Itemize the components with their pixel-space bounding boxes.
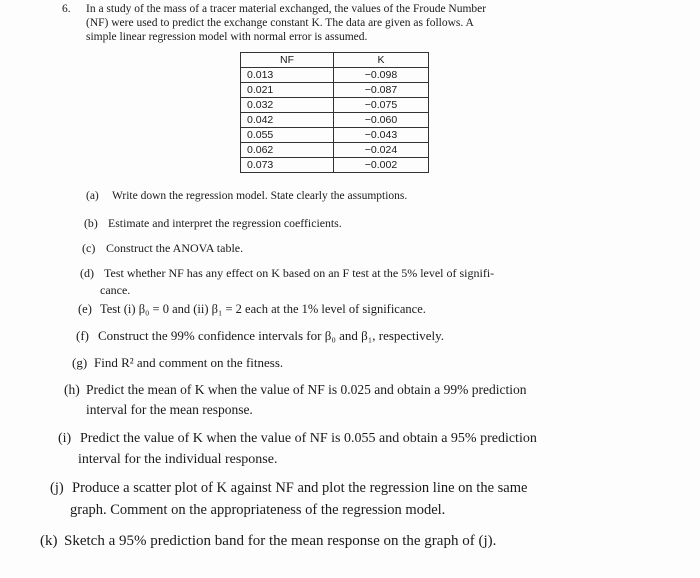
question-text: Predict the value of K when the value of NF is 0.055 and obtain a 95% prediction (80, 431, 537, 446)
question-text: Construct the ANOVA table. (106, 241, 244, 255)
table-row (241, 83, 429, 98)
intro-line: In a study of the mass of a tracer material exchanged, the values of the Froude Number (86, 3, 487, 15)
question-label: (h) (64, 382, 80, 397)
question-text: Estimate and interpret the regression coefficients. (108, 216, 342, 230)
question-text: Construct the 99% confidence intervals for β₀ and β₁, respectively. (98, 328, 444, 343)
question-text: interval for the mean response. (86, 402, 253, 417)
cell-nf: 0.032 (241, 98, 334, 113)
question-label: (d) (80, 266, 94, 280)
cell-k: −0.043 (334, 128, 429, 143)
cell-nf: 0.013 (241, 68, 334, 83)
question-text: Produce a scatter plot of K against NF and plot the regression line on the same (72, 480, 528, 496)
question-label: (k) (40, 533, 58, 549)
header-nf: NF (241, 53, 334, 68)
table-row (241, 143, 429, 158)
question-label: (b) (84, 216, 98, 230)
problem-intro (62, 2, 606, 44)
table-row (241, 68, 429, 83)
question-text: Sketch a 95% prediction band for the mean response on the graph of (j). (64, 533, 497, 549)
cell-k: −0.002 (334, 158, 429, 173)
intro-line: (NF) were used to predict the exchange constant K. The data are given as follows. A (86, 17, 474, 29)
cell-k: −0.087 (334, 83, 429, 98)
table-row (241, 158, 429, 173)
table-row (241, 128, 429, 143)
header-k: K (334, 53, 429, 68)
question-label: (a) (86, 190, 99, 202)
cell-nf: 0.073 (241, 158, 334, 173)
question-text: interval for the individual response. (78, 452, 278, 467)
question-text: Write down the regression model. State clearly the assumptions. (112, 190, 408, 202)
question-label: (e) (78, 302, 92, 316)
table-row (241, 113, 429, 128)
data-table (240, 52, 429, 173)
cell-nf: 0.055 (241, 128, 334, 143)
table-header-row (241, 53, 429, 68)
question-label: (i) (58, 431, 72, 446)
question-text: Predict the mean of K when the value of NF is 0.025 and obtain a 99% prediction (86, 382, 527, 397)
problem-number: 6. (62, 3, 71, 15)
cell-k: −0.024 (334, 143, 429, 158)
cell-nf: 0.062 (241, 143, 334, 158)
cell-k: −0.060 (334, 113, 429, 128)
question-label: (f) (76, 328, 89, 343)
question-label: (g) (72, 355, 88, 370)
question-text: Test (i) β₀ = 0 and (ii) β₁ = 2 each at the 1% level of significance. (100, 302, 426, 316)
question-text: Find R² and comment on the fitness. (94, 355, 284, 370)
question-label: (j) (50, 480, 64, 496)
question-text: Test whether NF has any effect on K based on an F test at the 5% level of signifi- (104, 266, 495, 280)
table-row (241, 98, 429, 113)
question-text: graph. Comment on the appropriateness of the regression model. (70, 502, 446, 518)
question-label: (c) (82, 241, 96, 255)
question-text: cance. (100, 283, 131, 297)
cell-k: −0.098 (334, 68, 429, 83)
intro-line: simple linear regression model with normal error is assumed. (86, 31, 368, 43)
cell-nf: 0.021 (241, 83, 334, 98)
cell-nf: 0.042 (241, 113, 334, 128)
cell-k: −0.075 (334, 98, 429, 113)
